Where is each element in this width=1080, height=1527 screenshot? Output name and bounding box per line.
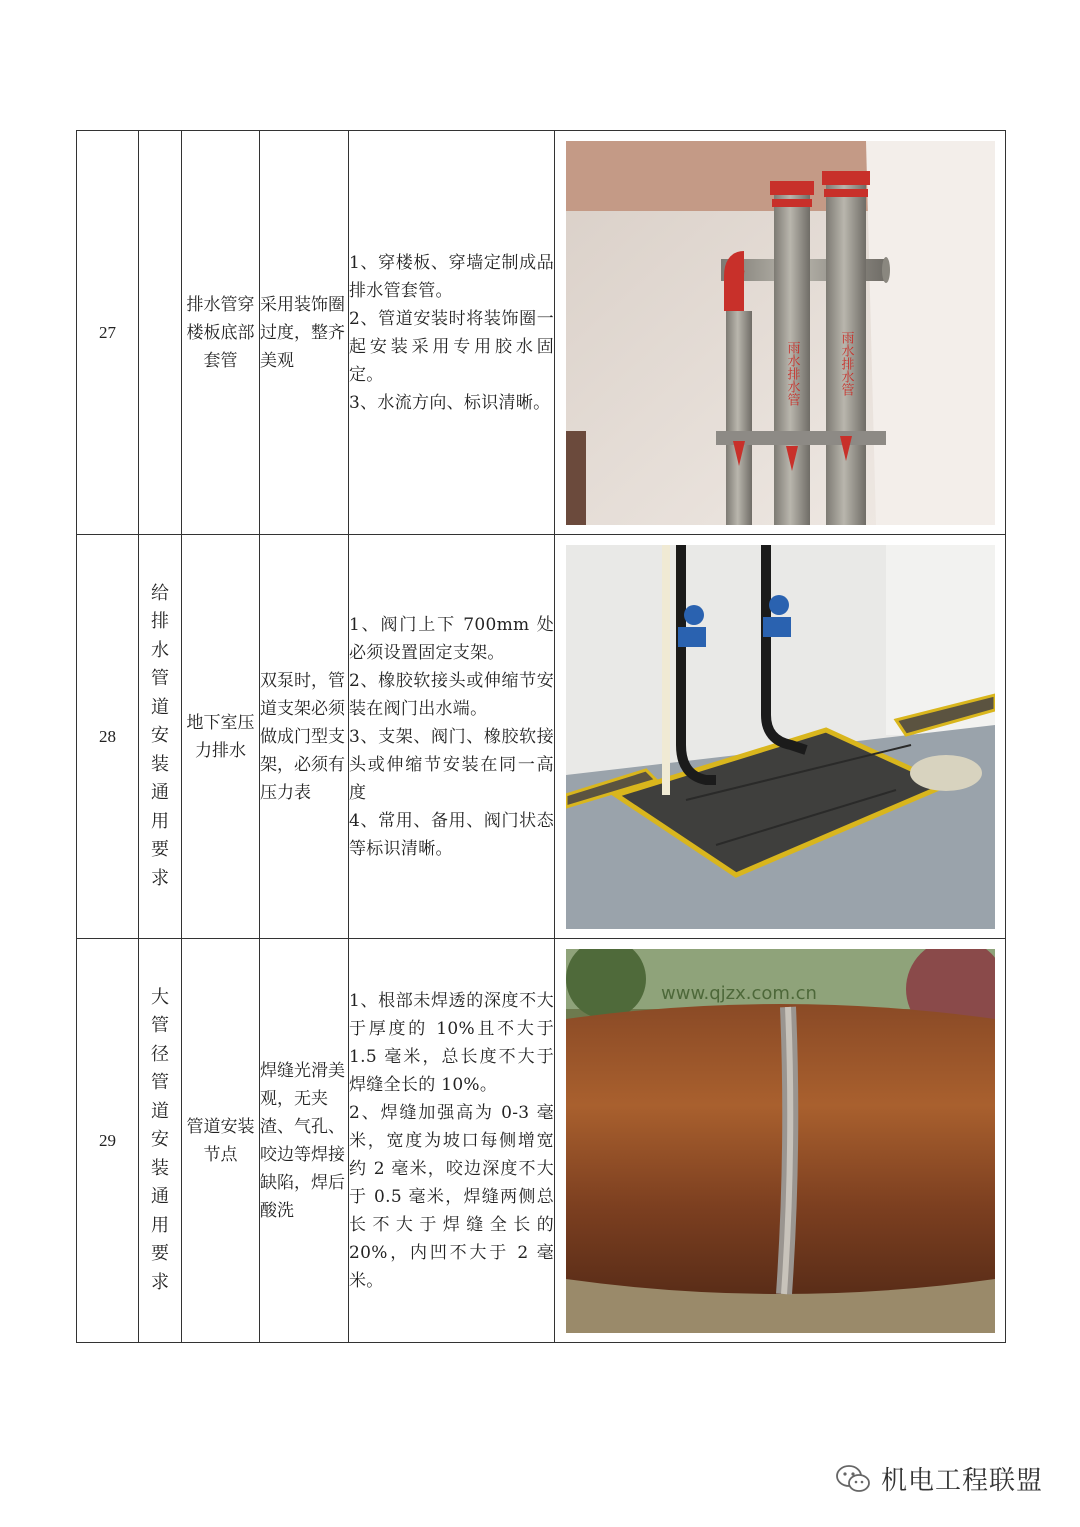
category-cell [139,131,182,535]
description: 1、穿楼板、穿墙定制成品排水管套管。 2、管道安装时将装饰圈一起安装采用专用胶水固定。 3、水流方向、标识清晰。 [349,131,555,535]
row-number: 29 [77,939,139,1343]
requirement: 采用装饰圈过度，整齐美观 [260,131,349,535]
photo-drain-pipes [566,141,995,525]
svg-text:雨水排水管: 雨水排水管 [838,330,853,396]
row-number: 28 [77,535,139,939]
brand-name: 机电工程联盟 [881,1466,1044,1496]
svg-text:www.qjzx.com.cn: www.qjzx.com.cn [660,982,817,1004]
photo-cell [555,535,1006,939]
photo-basement-pump [566,545,995,929]
row-number: 27 [77,131,139,535]
wechat-icon [835,1464,871,1494]
category-cell: 给排水管道安装通用要求 [139,535,182,939]
item-name: 排水管穿楼板底部套管 [182,131,260,535]
spec-table [76,130,1006,1343]
description: 1、根部未焊透的深度不大于厚度的 10%且不大于 1.5 毫米，总长度不大于焊缝全长的 10%。 2、焊缝加强高为 0-3 毫米，宽度为坡口每侧增宽约 2 毫米，咬边深度不大于 0.5 毫米，焊缝两侧总长不大于焊缝全长的 20%，内凹不大于 2 毫米。 [349,939,555,1343]
item-name: 管道安装节点 [182,939,260,1343]
photo-weld-seam [566,949,995,1333]
requirement: 焊缝光滑美观，无夹渣、气孔、咬边等焊接缺陷，焊后酸洗 [260,939,349,1343]
table-row-28 [77,535,1006,939]
photo-cell [555,939,1006,1343]
description: 1、阀门上下 700mm 处必须设置固定支架。 2、橡胶软接头或伸缩节安装在阀门出水端。 3、支架、阀门、橡胶软接头或伸缩节安装在同一高度 4、常用、备用、阀门状态等标识清晰。 [349,535,555,939]
requirement: 双泵时，管道支架必须做成门型支架，必须有压力表 [260,535,349,939]
table-row-29 [77,939,1006,1343]
item-name: 地下室压力排水 [182,535,260,939]
category-cell: 大管径管道安装通用要求 [139,939,182,1343]
table-row-27 [77,131,1006,535]
footer-brand [835,1460,1043,1497]
photo-cell [555,131,1006,535]
svg-text:雨水排水管: 雨水排水管 [784,340,799,406]
